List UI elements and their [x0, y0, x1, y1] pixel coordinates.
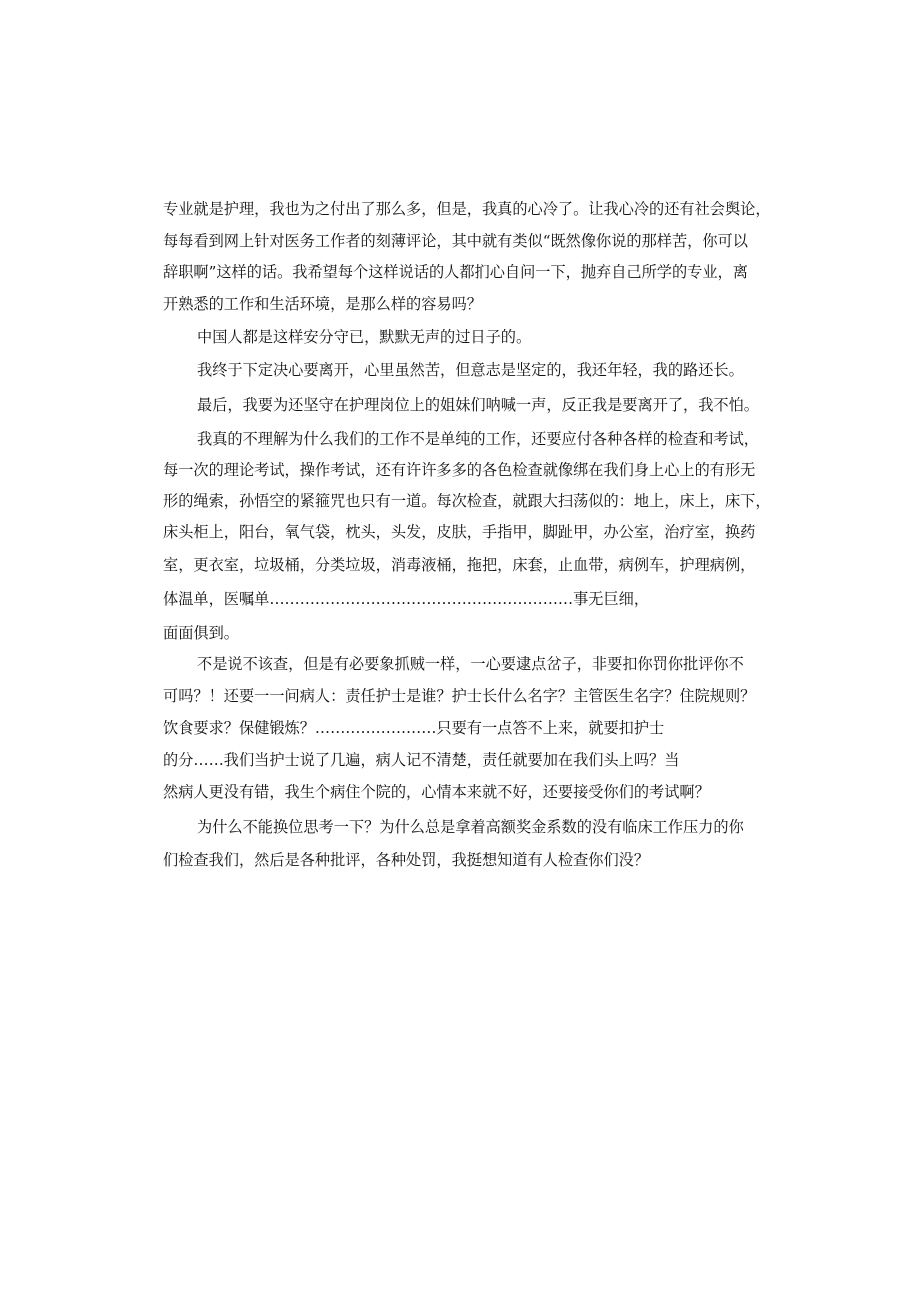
text-line: 专业就是护理，我也为之付出了那么多，但是，我真的心冷了。让我心冷的还有社会舆论，	[163, 200, 771, 218]
text-line: 辞职啊”这样的话。我希望每个这样说话的人都扪心自问一下，抛弃自己所学的专业，离	[163, 263, 748, 281]
text-line: 中国人都是这样安分守已，默默无声的过日子的。	[197, 328, 532, 346]
text-line: 开熟悉的工作和生活环境，是那么样的容易吗？	[163, 295, 482, 313]
text-line: 形的绳索，孙悟空的紧箍咒也只有一道。每次检查，就跟大扫荡似的：地上，床上，床下，	[163, 492, 771, 510]
text-line: 的分……我们当护士说了几遍，病人记不清楚，责任就要加在我们头上吗？当	[163, 751, 680, 769]
text-line: 最后，我要为还坚守在护理岗位上的姐妹们呐喊一声，反正我是要离开了，我不怕。	[197, 396, 759, 414]
text-line: 我终于下定决心要离开，心里虽然苦，但意志是坚定的，我还年轻，我的路还长。	[197, 361, 744, 379]
text-line: 体温单，医嘱单……………………………………………………事无巨细，	[163, 590, 649, 608]
text-line: 们检查我们，然后是各种批评，各种处罚，我挺想知道有人检查你们没？	[163, 851, 649, 869]
text-line: 面面俱到。	[163, 624, 239, 642]
text-line: 每每看到网上针对医务工作者的刻薄评论，其中就有类似“既然像你说的那样苦，你可以	[163, 232, 748, 250]
text-line: 为什么不能换位思考一下？为什么总是拿着高额奖金系数的没有临床工作压力的你	[197, 818, 744, 836]
text-line: 我真的不理解为什么我们的工作不是单纯的工作，还要应付各种各样的检查和考试，	[197, 430, 759, 448]
text-line: 可吗？！还要一一问病人：责任护士是谁？护士长什么名字？主管医生名字？住院规则？	[163, 687, 756, 705]
text-line: 室，更衣室，垃圾桶，分类垃圾，消毒液桶，拖把，床套，止血带，病例车，护理病例，	[163, 556, 756, 574]
text-line: 饮食要求？保健锻炼？……………………只要有一点答不上来，就要扣护士	[163, 719, 665, 737]
text-line: 每一次的理论考试，操作考试，还有许许多多的各色检查就像绑在我们身上心上的有形无	[163, 461, 756, 479]
text-line: 不是说不该查，但是有必要象抓贼一样，一心要逮点岔子，非要扣你罚你批评你不	[197, 655, 744, 673]
text-line: 床头柜上，阳台，氧气袋，枕头，头发，皮肤，手指甲，脚趾甲，办公室，治疗室，换药	[163, 523, 756, 541]
text-line: 然病人更没有错，我生个病住个院的，心情本来就不好，还要接受你们的考试啊？	[163, 783, 710, 801]
